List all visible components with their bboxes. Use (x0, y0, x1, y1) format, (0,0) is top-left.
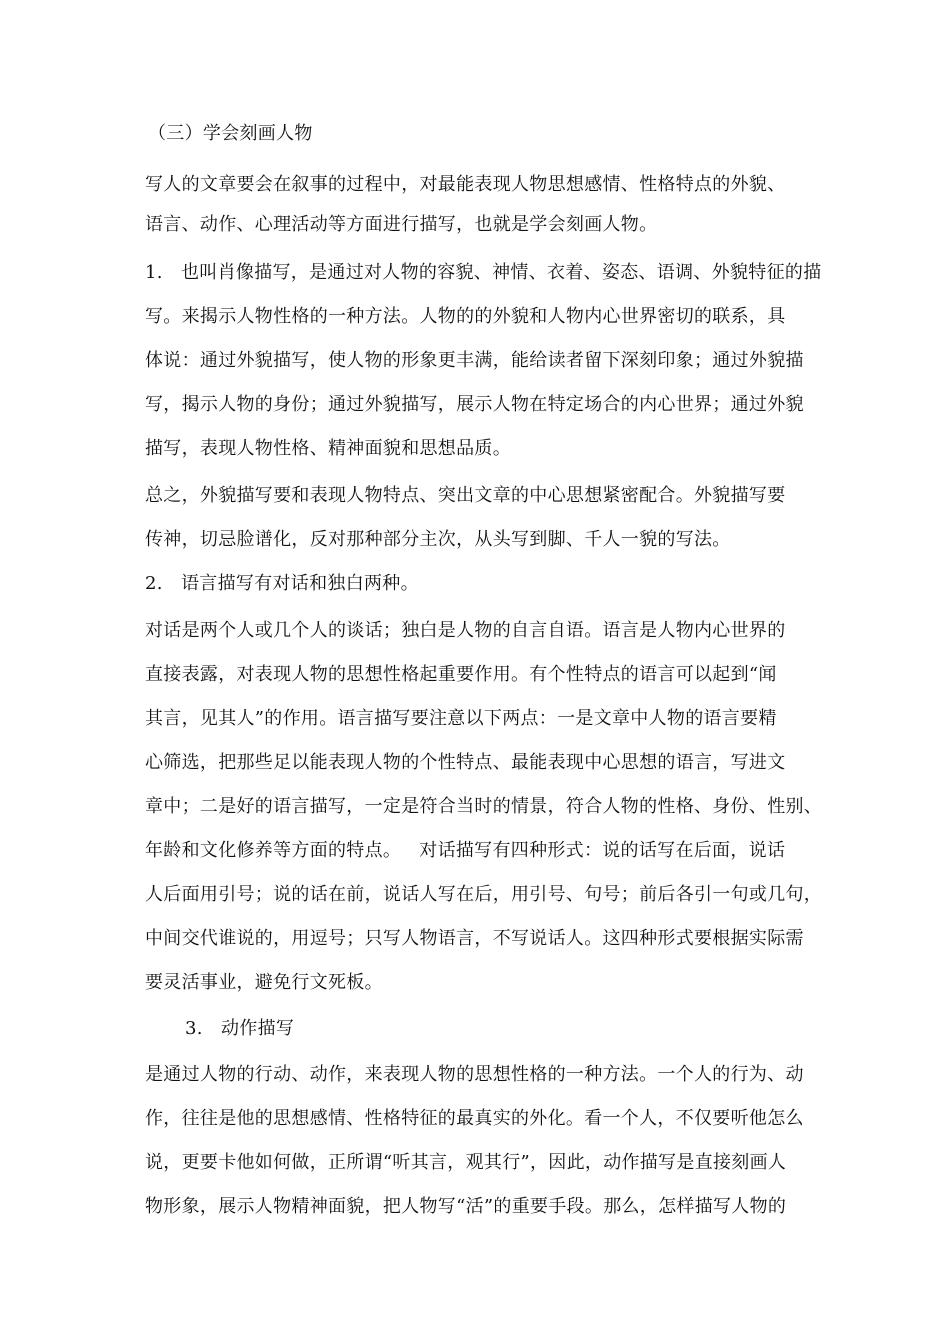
dialogue-line-4: 心筛选，把那些足以能表现人物的个性特点、最能表现中心思想的语言，写进文 (145, 752, 786, 773)
item2-number: 2. (145, 573, 163, 594)
item2-line (145, 572, 419, 596)
item3-number: 3. (185, 1018, 203, 1039)
item1-line-5: 描写，表现人物性格、精神面貌和思想品质。 (145, 438, 511, 459)
item2-text: 语言描写有对话和独白两种。 (181, 573, 419, 594)
action-line-3: 说，更要卡他如何做，正所谓“听其言，观其行”，因此，动作描写是直接刻画人 (145, 1152, 787, 1173)
dialogue-line-9: 要灵活事业，避免行文死板。 (145, 972, 383, 993)
item1-first-line (145, 261, 822, 285)
dialogue-line-5: 章中；二是好的语言描写，一定是符合当时的情景，符合人物的性格、身份、性别、 (145, 796, 823, 817)
item1-line-2: 写。来揭示人物性格的一种方法。人物的的外貌和人物内心世界密切的联系，具 (145, 306, 786, 327)
dialogue-line-8: 中间交代谁说的，用逗号；只写人物语言，不写说话人。这四种形式要根据实际需 (145, 928, 804, 949)
action-line-4: 物形象，展示人物精神面貌，把人物写“活”的重要手段。那么，怎样描写人物的 (145, 1196, 787, 1217)
action-line-1: 是通过人物的行动、动作，来表现人物的思想性格的一种方法。一个人的行为、动 (145, 1064, 804, 1085)
dialogue-line-3: 其言，见其人”的作用。语言描写要注意以下两点：一是文章中人物的语言要精 (145, 708, 777, 729)
dialogue-line-6: 年龄和文化修养等方面的特点。 对话描写有四种形式：说的话写在后面，说话 (145, 840, 786, 861)
summary-line-2: 传神，切忌脸谱化，反对那种部分主次，从头写到脚、千人一貌的写法。 (145, 529, 731, 550)
item1-line-1: 也叫肖像描写，是通过对人物的容貌、神情、衣着、姿态、语调、外貌特征的描 (181, 262, 822, 283)
summary-line-1: 总之，外貌描写要和表现人物特点、突出文章的中心思想紧密配合。外貌描写要 (145, 485, 786, 506)
item1-line-3: 体说：通过外貌描写，使人物的形象更丰满，能给读者留下深刻印象；通过外貌描 (145, 350, 804, 371)
item1-line-4: 写，揭示人物的身份；通过外貌描写，展示人物在特定场合的内心世界；通过外貌 (145, 394, 804, 415)
section-heading: （三）学会刻画人物 (148, 123, 313, 144)
dialogue-line-1: 对话是两个人或几个人的谈话；独白是人物的自言自语。语言是人物内心世界的 (145, 620, 786, 641)
dialogue-line-2: 直接表露，对表现人物的思想性格起重要作用。有个性特点的语言可以起到“闻 (145, 664, 777, 685)
item3-text: 动作描写 (221, 1018, 295, 1039)
item3-line (185, 1017, 294, 1041)
intro-line-1: 写人的文章要会在叙事的过程中，对最能表现人物思想感情、性格特点的外貌、 (145, 174, 786, 195)
action-line-2: 作，往往是他的思想感情、性格特征的最真实的外化。看一个人，不仅要听他怎么 (145, 1108, 804, 1129)
item1-number: 1. (145, 262, 163, 283)
dialogue-line-7: 人后面用引号；说的话在前，说话人写在后，用引号、句号；前后各引一句或几句， (145, 884, 823, 905)
intro-line-2: 语言、动作、心理活动等方面进行描写，也就是学会刻画人物。 (145, 214, 658, 235)
